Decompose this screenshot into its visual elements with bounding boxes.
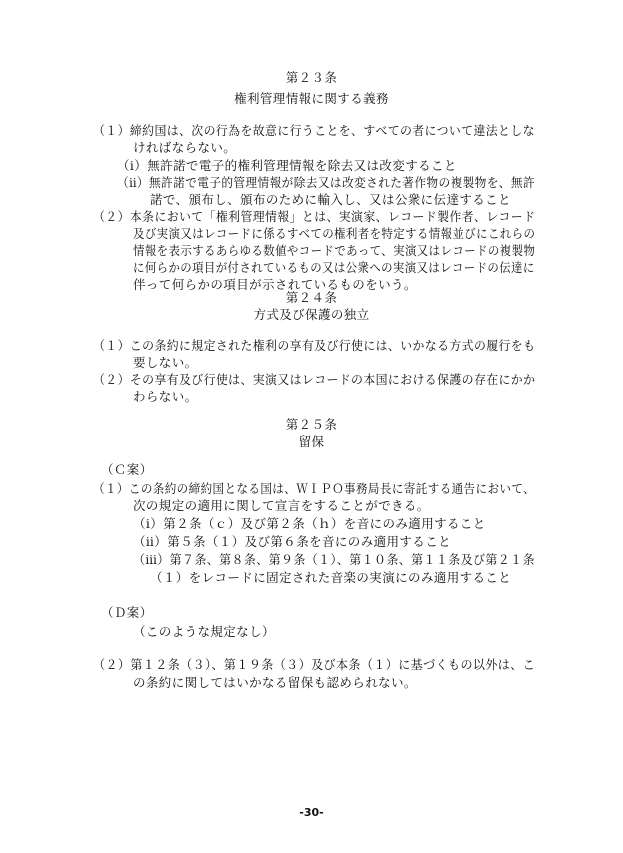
article-23-para-2-line-3: 情報を表示するあらゆる数値やコードであって、実演又はレコードの複製物: [133, 243, 536, 258]
article-25-c-item-iii-line-2: （１）をレコードに固定された音楽の実演にのみ適用すること: [150, 570, 512, 585]
article-23-item-ii-line-2: 諾で、頒布し、頒布のために輸入し、又は公衆に伝達すること: [150, 192, 511, 207]
article-25-heading: 第２５条: [285, 417, 338, 432]
article-25-para-2-line-2: の条約に関してはいかなる留保も認められない。: [133, 675, 417, 690]
article-24-heading: 第２４条: [285, 290, 338, 305]
article-23-para-2-line-4: に何らかの項目が付されているもの又は公衆への実演又はレコードの伝達に: [133, 260, 535, 275]
page-number: -30-: [299, 806, 324, 819]
article-25-option-d-text: （このような規定なし）: [133, 624, 275, 639]
article-23-para-2-line-1: （２）本条において「権利管理情報」とは、実演家、レコード製作者、レコード: [93, 209, 536, 224]
article-25-option-d-label: （Ｄ案）: [101, 605, 153, 620]
article-23-title: 権利管理情報に関する義務: [234, 91, 389, 106]
article-25-c-para-1-line-1: （１）この条約の締約国となる国は、ＷＩＰＯ事務局長に寄託する通告において、: [93, 481, 536, 496]
article-23-item-i: （ⅰ）無許諾で電子的権利管理情報を除去又は改変すること: [117, 158, 457, 173]
article-24-title: 方式及び保護の独立: [253, 307, 370, 322]
article-23-item-ii-line-1: （ⅱ）無許諾で電子的管理情報が除去又は改変された著作物の複製物を、無許: [117, 175, 535, 190]
article-25-option-c-label: （Ｃ案）: [101, 462, 153, 477]
article-23-para-1-line-2: ければならない。: [133, 140, 237, 155]
article-23-para-2-line-2: 及び実演又はレコードに係るすべての権利者を特定する情報並びにこれらの: [133, 226, 536, 241]
article-25-para-2-line-1: （２）第１２条（３）、第１９条（３）及び本条（１）に基づくもの以外は、こ: [93, 657, 536, 672]
article-25-title: 留保: [298, 434, 325, 449]
article-24-para-2-line-1: （２）その享有及び行使は、実演又はレコードの本国における保護の存在にかか: [93, 372, 536, 387]
article-25-c-item-iii-line-1: （ⅲ）第７条、第８条、第９条（１）、第１０条、第１１条及び第２１条: [133, 552, 535, 567]
article-24-para-1-line-1: （１）この条約に規定された権利の享有及び行使には、いかなる方式の履行をも: [93, 338, 536, 353]
article-24-para-2-line-2: わらない。: [133, 389, 198, 404]
article-25-c-para-1-line-2: 次の規定の適用に関して宣言をすることができる。: [133, 498, 430, 513]
article-25-c-item-ii: （ⅱ）第５条（１）及び第６条を音にのみ適用すること: [133, 534, 451, 549]
article-25-c-item-i: （ⅰ）第２条（ｃ）及び第２条（ｈ）を音にのみ適用すること: [133, 516, 486, 531]
article-23-para-2-line-5: 伴って何らかの項目が示されているものをいう。: [133, 277, 417, 292]
article-23-heading: 第２３条: [285, 70, 338, 85]
article-24-para-1-line-2: 要しない。: [133, 355, 198, 370]
article-23-para-1-line-1: （１）締約国は、次の行為を故意に行うことを、すべての者について違法としな: [93, 123, 535, 138]
